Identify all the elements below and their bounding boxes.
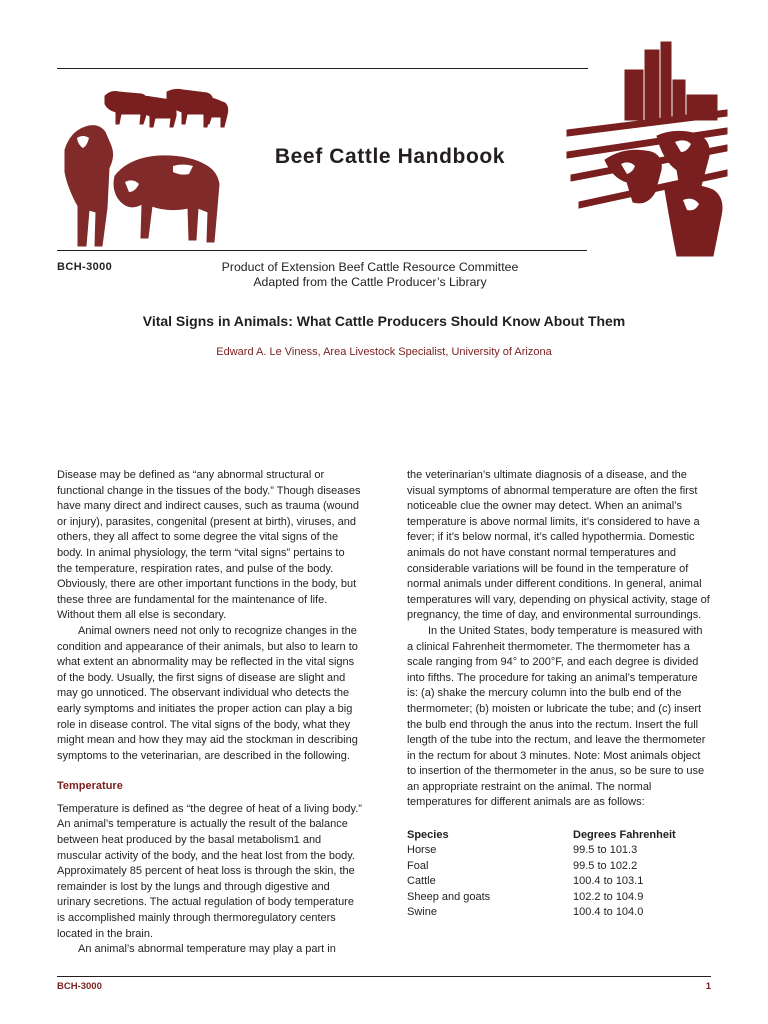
species-cell: Sheep and goats: [407, 890, 491, 903]
product-line-1: Product of Extension Beef Cattle Resource Committee: [221, 260, 519, 274]
species-cell: Cattle: [407, 875, 436, 888]
table-header-row: [407, 827, 710, 843]
section-heading-temperature: Temperature: [57, 780, 123, 793]
page-number: 1: [705, 981, 711, 992]
table-row: [407, 890, 710, 906]
species-cell: Foal: [407, 859, 429, 872]
paragraph: Animal owners need not only to recognize changes in the condition and appearance of their animals, but also to learn to what extent an abnormality may be reflected in the vital signs of the body. Usually, the first signs of disease are slight and may go unnoticed. The observant individual who detects the early symptoms and initiates the proper action can play a big role in disease control. The vital signs of the body, what they might mean and how they may aid the stockman in describing symptoms to the veterinarian, are described in the following.: [57, 624, 358, 762]
paragraph: the veterinarian’s ultimate diagnosis of a disease, and the visual symptoms of abnormal temperature are often the first noticeable clue the owner may detect. When an animal’s temperature is above normal limits, it’s considered to have a fever; if it’s below normal, it’s called hypothermia. Domestic animals do not have constant normal temperatures and considerable variations will be found in the temperature of normal animals under different conditions. In general, animal temperatures will vary, depending on physical activity, stage of pregnancy, the time of day, and environmental surroundings.: [407, 469, 710, 622]
normal-temperature-table: [407, 827, 710, 921]
temperature-cell: 99.5 to 102.2: [573, 859, 638, 872]
article-title: Vital Signs in Animals: What Cattle Producers Should Know About Them: [142, 313, 626, 329]
header-rule-bottom: [57, 250, 587, 251]
product-line-2: Adapted from the Cattle Producer’s Library: [253, 275, 487, 289]
handbook-title: Beef Cattle Handbook: [274, 145, 506, 168]
column-header-degrees: Degrees Fahrenheit: [573, 829, 676, 842]
column-header-species: Species: [407, 829, 449, 842]
temperature-cell: 99.5 to 101.3: [573, 844, 638, 857]
species-cell: Horse: [407, 844, 437, 857]
author-line: Edward A. Le Viness, Area Livestock Specialist, University of Arizona: [216, 346, 552, 358]
table-row: [407, 859, 710, 875]
paragraph: Disease may be defined as “any abnormal structural or functional change in the tissues of the body.” Though diseases have many direct and indirect causes, such as trauma (wound or injury), parasites, congenital (present at birth), viruses, and others, they all affect to some degree the vital signs of the body. In animal physiology, the term “vital signs” pertains to the temperature, respiration rates, and pulse of the body. Obviously, there are other important functions in the body, but these three are fundamental for the maintenance of life. Without them all else is secondary.: [57, 469, 361, 622]
species-cell: Swine: [407, 906, 437, 919]
table-row: [407, 905, 710, 921]
footer-document-code: BCH-3000: [57, 981, 102, 992]
temperature-cell: 100.4 to 103.1: [573, 875, 644, 888]
footer-rule: [57, 976, 711, 977]
header-rule-top: [57, 68, 588, 69]
paragraph: An animal’s abnormal temperature may play a part in: [78, 943, 336, 956]
table-row: [407, 843, 710, 859]
temperature-cell: 100.4 to 104.0: [573, 906, 644, 919]
left-column: [57, 468, 362, 958]
temperature-cell: 102.2 to 104.9: [573, 890, 644, 903]
right-column: [407, 468, 710, 921]
document-code: BCH-3000: [57, 261, 113, 273]
paragraph: Temperature is defined as “the degree of heat of a living body.” An animal’s temperature is actually the result of the balance between heat produced by the basal metabolism1 and muscular activity of the body, and the heat lost from the body. Approximately 85 percent of heat loss is through the skin, the remainder is lost by the lungs and through digestive and urinary secretions. The actual regulation of body temperature is accomplished mainly through thermoregulatory centers located in the brain.: [57, 802, 362, 940]
paragraph: In the United States, body temperature is measured with a clinical Fahrenheit thermometer. The thermometer has a scale ranging from 94° to 200°F, and each degree is divided into fifths. The procedure for taking an animal’s temperature is: (a) shake the mercury column into the bulb end of the thermometer; (b) moisten or lubricate the tube; and (c) insert the bulb end through the anus into the rectum. Insert the full length of the tube into the rectum, and leave the thermometer in the rectum for about 3 minutes. Note: Most animals object to insertion of the thermometer in the anus, so be sure to use an appropriate restraint on the animal. The normal temperatures for different animals are as follows:: [407, 624, 706, 809]
table-row: [407, 874, 710, 890]
